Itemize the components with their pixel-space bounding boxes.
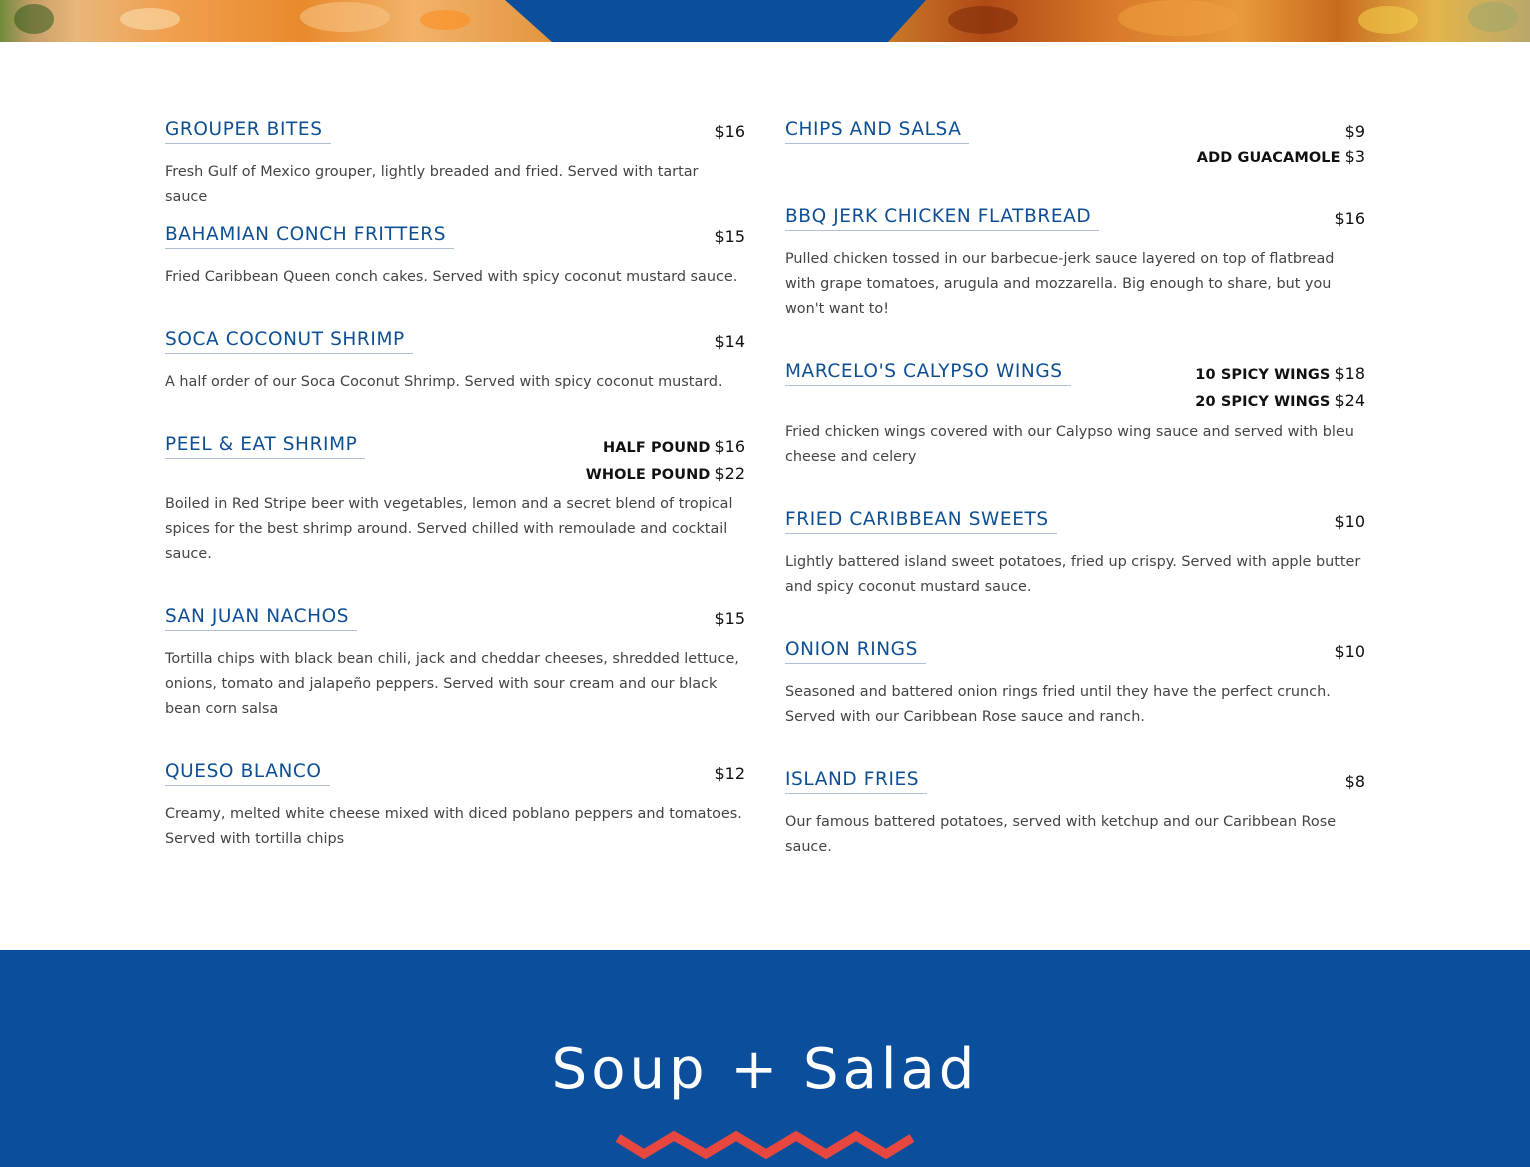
soup-salad-section — [0, 950, 1530, 1167]
menu-item-description: Our famous battered potatoes, served with ketchup and our Caribbean Rose sauce. — [785, 814, 1337, 855]
price: $18 — [1334, 364, 1365, 383]
price: $14 — [714, 332, 745, 351]
price: $12 — [714, 764, 745, 783]
price-block — [1195, 361, 1365, 415]
price: $10 — [1334, 642, 1365, 661]
menu-item-title: FRIED CARIBBEAN SWEETS — [785, 508, 1057, 534]
price: $16 — [714, 437, 745, 456]
price: $15 — [714, 609, 745, 628]
menu-item-description: Tortilla chips with black bean chili, jack and cheddar cheeses, shredded lettuce, onions, tomato and jalapeño peppers. Served with sour cream and our black bean corn salsa — [165, 651, 739, 717]
menu-item-description: Lightly battered island sweet potatoes, fried up crispy. Served with apple butter and spicy coconut mustard sauce. — [785, 554, 1361, 595]
food-banner-image — [0, 0, 1530, 42]
zigzag-divider-icon — [614, 1126, 916, 1162]
price: $16 — [1334, 209, 1365, 228]
menu-item-description: Fresh Gulf of Mexico grouper, lightly breaded and fried. Served with tartar sauce — [165, 164, 699, 205]
price-block — [1334, 639, 1365, 664]
menu-item-description: Fried chicken wings covered with our Calypso wing sauce and served with bleu cheese and celery — [785, 424, 1354, 465]
price-block — [714, 761, 745, 786]
menu-item-title: BBQ JERK CHICKEN FLATBREAD — [785, 205, 1099, 231]
price-label: WHOLE POUND — [585, 467, 711, 483]
price-option — [586, 461, 745, 488]
menu-item-description: Creamy, melted white cheese mixed with diced poblano peppers and tomatoes. Served with tortilla chips — [165, 806, 742, 847]
menu-item-title: BAHAMIAN CONCH FRITTERS — [165, 223, 454, 249]
menu-item-description: Seasoned and battered onion rings fried until they have the perfect crunch. Served with our Caribbean Rose sauce and ranch. — [785, 684, 1331, 725]
price: $22 — [714, 464, 745, 483]
price-label: 20 SPICY WINGS — [1195, 394, 1331, 410]
menu-item-title: PEEL & EAT SHRIMP — [165, 433, 365, 459]
section-title: Soup + Salad — [551, 1037, 979, 1102]
menu-item-title: SOCA COCONUT SHRIMP — [165, 328, 413, 354]
menu-item-title: ONION RINGS — [785, 638, 926, 664]
food-photo-left — [0, 0, 552, 42]
price-block — [714, 119, 745, 144]
price-block — [714, 606, 745, 631]
price: $24 — [1334, 391, 1365, 410]
menu-item-description: Pulled chicken tossed in our barbecue-jerk sauce layered on top of flatbread with grape tomatoes, arugula and mozzarella. Big enough to share, but you won't want to! — [785, 251, 1335, 317]
menu-item-title: ISLAND FRIES — [785, 768, 927, 794]
price-block — [714, 224, 745, 249]
price-block — [586, 434, 745, 488]
price-block — [1334, 206, 1365, 231]
price-label: HALF POUND — [603, 440, 711, 456]
price-block — [1197, 119, 1365, 171]
price-label: 10 SPICY WINGS — [1195, 367, 1331, 383]
price: $10 — [1334, 512, 1365, 531]
price-option — [1195, 388, 1365, 415]
menu-item-title: CHIPS AND SALSA — [785, 118, 969, 144]
menu-item-title: MARCELO'S CALYPSO WINGS — [785, 360, 1071, 386]
menu-item-description: Boiled in Red Stripe beer with vegetables, lemon and a secret blend of tropical spices for the best shrimp around. Served chilled with remoulade and cocktail sauce. — [165, 496, 733, 562]
food-photo-right — [888, 0, 1530, 42]
price-block — [714, 329, 745, 354]
menu-item-title: GROUPER BITES — [165, 118, 331, 144]
menu-item-description: Fried Caribbean Queen conch cakes. Served with spicy coconut mustard sauce. — [165, 269, 738, 285]
price: $15 — [714, 227, 745, 246]
price-label: ADD GUACAMOLE — [1196, 150, 1341, 166]
price-block — [1334, 509, 1365, 534]
menu-item-title: SAN JUAN NACHOS — [165, 605, 357, 631]
menu-item-description: A half order of our Soca Coconut Shrimp. Served with spicy coconut mustard. — [165, 374, 723, 390]
price-option — [1195, 361, 1365, 388]
price: $8 — [1344, 772, 1365, 791]
price: $3 — [1344, 147, 1365, 166]
price: $9 — [1344, 122, 1365, 141]
price-block — [1345, 769, 1365, 794]
price-option — [586, 434, 745, 461]
price: $16 — [714, 122, 745, 141]
price-option — [1197, 144, 1365, 171]
menu-item-title: QUESO BLANCO — [165, 760, 330, 786]
